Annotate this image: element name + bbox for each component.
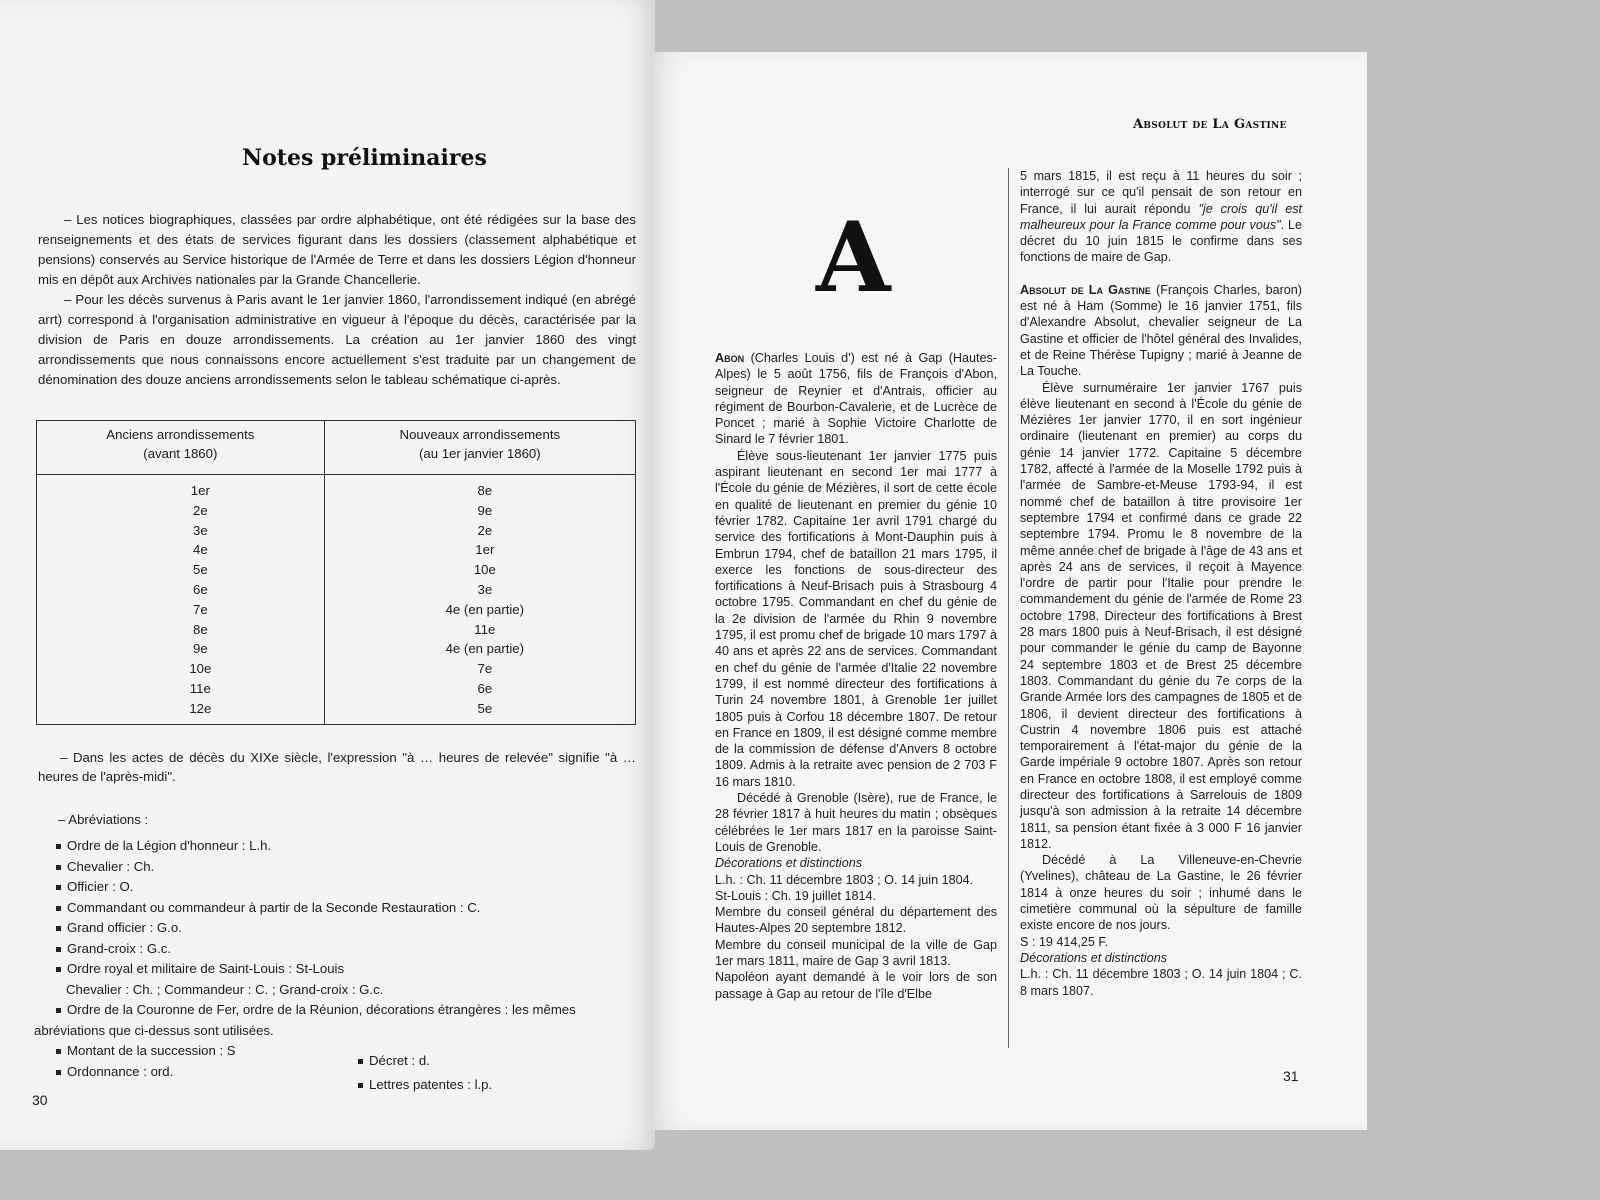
abbreviation-item <box>56 898 636 919</box>
relevee-note <box>38 748 636 786</box>
new-arrondissement-1: 8e <box>477 483 493 498</box>
napoleon-quote: "je crois qu'il est malheureux pour la France comme pour vous" <box>1020 201 1302 232</box>
abbreviation-item-right <box>358 1073 492 1097</box>
abbreviation-text: Chevalier : Ch. <box>67 858 155 874</box>
page-number-left: 30 <box>32 1092 48 1108</box>
old-arrondissement-4: 4e <box>192 542 208 558</box>
old-arrondissement-9: 9e <box>192 641 208 657</box>
abbreviation-item <box>56 857 636 878</box>
header-old-line2: (avant 1860) <box>143 446 218 461</box>
bullet-square-icon <box>56 967 61 972</box>
bullet-square-icon <box>358 1059 363 1064</box>
old-arrondissement-2: 2e <box>192 502 208 518</box>
bullet-square-icon <box>56 1049 61 1054</box>
entry-name-abon: Abon <box>715 351 745 365</box>
abbreviation-text: Officier : O. <box>67 879 134 894</box>
entry-abon-intro <box>715 350 997 448</box>
table-header-old <box>37 421 325 475</box>
old-arrondissement-11: 11e <box>189 680 211 696</box>
table-header-new <box>324 421 635 475</box>
new-arrondissement-3: 2e <box>477 522 493 538</box>
absolut-decorations-line: L.h. : Ch. 11 décembre 1803 ; O. 14 juin 1804 ; C. 8 mars 1807. <box>1020 967 1302 998</box>
bullet-square-icon <box>56 1008 61 1013</box>
abbreviation-text: Chevalier : Ch. ; Commandeur : C. ; Grand-croix : G.c. <box>66 981 384 997</box>
abon-decoration-line: L.h. : Ch. 11 décembre 1803 ; O. 14 juin 1804. <box>715 872 974 887</box>
header-new-line2: (au 1er janvier 1860) <box>418 446 541 461</box>
column-left <box>715 350 997 1002</box>
old-arrondissements-column <box>37 475 325 725</box>
left-page <box>0 0 655 1150</box>
abon-career-text: Élève sous-lieutenant 1er janvier 1775 puis aspirant lieutenant en second 1er mai 1777 à l'École du génie de Mézières, il sort de cette école en qualité de lieutenant en premier du génie 10 février 1782. Capitaine 1er avril 1791 chargé du service des fortifications à Mont-Dauphin puis à Embrun 1794, chef de bataillon 21 mars 1795, il exerce les fonctions de sous-directeur des fortifications à Neuf-Brisach puis à Strasbourg 4 octobre 1795. Commandant en chef du génie de la 2e division de l'armée du Rhin 9 novembre 1795, il est promu chef de brigade 10 mars 1797 à 40 ans et après 22 ans de services. Commandant en chef du génie de l'armée d'Italie 22 novembre 1799, il est nommé directeur des fortifications à Turin 24 novembre 1801, à Grenoble 1er juillet 1805 puis à Corfou 18 décembre 1807. De retour en France en 1809, il est désigné comme membre de la commission de défense d'Anvers 8 octobre 1809. Admis à la retraite avec pension de 2 703 F 16 mars 1810. <box>715 448 997 789</box>
new-arrondissement-8: 11e <box>474 621 496 637</box>
new-arrondissement-2: 9e <box>477 502 493 518</box>
abon-cont-b: . Le décret du 10 juin 1815 le confirme dans ses fonctions de maire de Gap. <box>1020 217 1302 265</box>
paragraph-relevee: – Dans les actes de décès du XIXe siècle, l'expression "à … heures de relevée" signifie "à … heures de l'après-midi". <box>38 750 636 784</box>
old-arrondissement-3: 3e <box>192 522 208 538</box>
abbreviation-item-right <box>358 1049 492 1073</box>
header-new-line1: Nouveaux arrondissements <box>399 427 561 442</box>
old-arrondissement-7: 7e <box>192 601 208 617</box>
bullet-square-icon <box>56 844 61 849</box>
arrondissements-table <box>36 420 636 725</box>
old-arrondissement-10: 10e <box>189 661 212 677</box>
bullet-square-icon <box>56 947 61 952</box>
new-arrondissement-5: 10e <box>473 562 496 578</box>
column-right <box>1020 168 1302 999</box>
absolut-decorations-title: Décorations et distinctions <box>1020 950 1167 965</box>
page-title: Notes préliminaires <box>242 145 487 171</box>
paragraph-notices: – Les notices biographiques, classées par ordre alphabétique, ont été rédigées sur la base des renseignements et des états de services figurant dans les dossiers (classement alphabétique et pensions) conservés au Service historique de l'Armée de Terre et dans les dossiers Légion d'honneur mis en dépôt aux Archives nationales par la Grande Chancellerie. <box>38 212 636 287</box>
abon-decoration-line: Napoléon ayant demandé à le voir lors de son passage à Gap au retour de l'île d'Elbe <box>715 970 997 1001</box>
absolut-birth-text: (François Charles, baron) est né à Ham (Somme) le 16 janvier 1751, fils d'Alexandre Absolut, chevalier seigneur de La Gastine et officier de l'hôtel général des Invalides, et de Reine Thérèse Tupigny ; marié à Jeanne de La Touche. <box>1020 282 1302 379</box>
abbreviation-text: Décret : d. <box>369 1053 430 1068</box>
old-arrondissement-6: 6e <box>192 581 208 597</box>
new-arrondissement-4: 1er <box>475 542 495 558</box>
bullet-square-icon <box>56 885 61 890</box>
new-arrondissement-6: 3e <box>477 581 493 597</box>
bullet-square-icon <box>56 1070 61 1075</box>
abbreviation-text: Commandant ou commandeur à partir de la Seconde Restauration : C. <box>67 899 481 915</box>
abon-decoration-line: Membre du conseil général du département des Hautes-Alpes 20 septembre 1812. <box>715 905 997 936</box>
old-arrondissement-5: 5e <box>192 562 208 578</box>
abon-decorations-list <box>715 872 997 1002</box>
section-letter: A <box>816 201 891 314</box>
bullet-square-icon <box>56 865 61 870</box>
bullet-square-icon <box>56 926 61 931</box>
abbreviation-item <box>34 1000 636 1041</box>
abbreviation-item <box>56 959 636 980</box>
running-head: Absolut de La Gastine <box>1133 117 1287 132</box>
abbreviations-list-right <box>358 1049 492 1097</box>
old-arrondissement-1: 1er <box>190 483 210 498</box>
abbreviation-text: Grand-croix : G.c. <box>67 940 172 956</box>
header-old-line1: Anciens arrondissements <box>106 427 255 442</box>
abbreviation-text: Ordre de la Légion d'honneur : L.h. <box>67 838 272 853</box>
new-arrondissement-9: 4e (en partie) <box>445 641 525 657</box>
absolut-succession: S : 19 414,25 F. <box>1020 934 1109 949</box>
abbreviation-text: Grand officier : G.o. <box>67 920 182 935</box>
entry-absolut-intro <box>1020 282 1302 380</box>
abbreviations-title: – Abréviations : <box>58 812 149 827</box>
new-arrondissement-7: 4e (en partie) <box>445 601 525 617</box>
abbreviation-item <box>56 1062 636 1083</box>
abon-death-text: Décédé à Grenoble (Isère), rue de France, le 28 février 1817 à huit heures du matin ; obsèques célébrées le 1er mars 1817 en la paroisse Saint-Louis de Grenoble. <box>715 791 997 854</box>
abbreviation-text: Ordre royal et militaire de Saint-Louis : St-Louis <box>67 961 345 976</box>
page-number-right: 31 <box>1283 1068 1299 1084</box>
abon-decoration-line: St-Louis : Ch. 19 juillet 1814. <box>715 888 877 903</box>
intro-text <box>38 210 636 390</box>
abbreviation-item <box>56 939 636 960</box>
old-arrondissement-8: 8e <box>192 621 208 637</box>
new-arrondissement-11: 6e <box>477 680 493 696</box>
abbreviation-item <box>56 918 636 939</box>
abon-continuation <box>1020 168 1302 266</box>
abon-decorations-title: Décorations et distinctions <box>715 856 862 871</box>
new-arrondissement-12: 5e <box>477 700 493 716</box>
absolut-death-text: Décédé à La Villeneuve-en-Chevrie (Yvelines), château de La Gastine, le 26 février 1814 à onze heures du soir ; inhumé dans le cimetière communal où la sépulture de famille existe encore de nos jours. <box>1020 853 1302 933</box>
abon-cont-a: 5 mars 1815, il est reçu à 11 heures du soir ; interrogé sur ce qu'il pensait de son retour en France, il lui aurait répondu <box>1020 169 1302 216</box>
new-arrondissements-column <box>324 475 635 725</box>
paragraph-paris-deaths: – Pour les décès survenus à Paris avant le 1er janvier 1860, l'arrondissement indiqué (en abrégé arrt) correspond à l'organisation administrative en vigueur à l'époque du décès, caractérisée par la division de Paris en douze arrondissements. La création au 1er janvier 1860 des vingt arrondissements que nous connaissons encore actuellement s'est traduite par un changement de dénomination des douze anciens arrondissements selon le tableau schématique ci-après. <box>38 292 636 387</box>
column-divider <box>1008 168 1009 1048</box>
old-arrondissement-12: 12e <box>189 700 212 716</box>
bullet-square-icon <box>56 906 61 911</box>
bullet-square-icon <box>358 1083 363 1088</box>
new-arrondissement-10: 7e <box>477 661 493 677</box>
abon-decoration-line: Membre du conseil municipal de la ville de Gap 1er mars 1811, maire de Gap 3 avril 1813. <box>715 937 997 968</box>
abbreviation-item <box>56 836 636 857</box>
absolut-career-text: Élève surnuméraire 1er janvier 1767 puis élève lieutenant en second à l'École du génie de Mézières 1er janvier 1770, il en sort ingénieur ordinaire (lieutenant en premier) au corps du génie 14 janvier 1772. Capitaine 5 décembre 1782, affecté à l'armée de la Moselle 1792 puis à l'armée de Sambre-et-Meuse 1793-94, il est nommé chef de bataillon à titre provisoire 1er septembre 1794 et confirmé dans ce grade 22 septembre 1794. Promu le 8 novembre de la même année chef de brigade à l'âge de 43 ans et après 24 ans de services, il reçoit à Mayence l'ordre de partir pour l'Italie pour prendre le commandement du génie de l'armée de Rome 23 octobre 1798. Directeur des fortifications à Brest 28 mars 1800 puis à Neuf-Brisach, il est désigné pour commander le génie du camp de Bayonne 24 septembre 1803 et de Brest 25 décembre 1803. Commandant du génie du 7e corps de la Grande Armée lors des campagnes de 1805 et de 1806, il devient directeur des fortifications à Custrin 4 novembre 1806 puis est attaché temporairement à l'état-major du génie de la Garde impériale 9 octobre 1807. Après son retour en France en octobre 1808, il est employé comme directeur des fortifications à Sarrelouis de 1809 jusqu'à son admission à la retraite 14 décembre 1811, sa pension étant fixée à 3 000 F 16 janvier 1812. <box>1020 380 1302 851</box>
abbreviation-item <box>56 980 636 1001</box>
abbreviations-list <box>34 836 636 1082</box>
abbreviation-item <box>56 1041 636 1062</box>
entry-name-absolut: Absolut de La Gastine <box>1020 282 1151 297</box>
abbreviation-text: Montant de la succession : S <box>67 1043 236 1058</box>
abbreviation-text: Ordre de la Couronne de Fer, ordre de la Réunion, décorations étrangères : les mêmes abréviations que ci-dessus sont utilisées. <box>34 1002 576 1038</box>
abbreviation-item <box>56 877 636 898</box>
abbreviation-text: Ordonnance : ord. <box>67 1063 174 1079</box>
abon-birth-text: (Charles Louis d') est né à Gap (Hautes-Alpes) le 5 août 1756, fils de François d'Abon, seigneur de Reynier et d'Antrais, officier au régiment de Bourbon-Cavalerie, et de Lucrèce de Poncet ; marié à Sophie Victoire Charlotte de Sinard le 7 février 1801. <box>715 351 997 447</box>
abbreviation-text: Lettres patentes : l.p. <box>369 1077 493 1092</box>
